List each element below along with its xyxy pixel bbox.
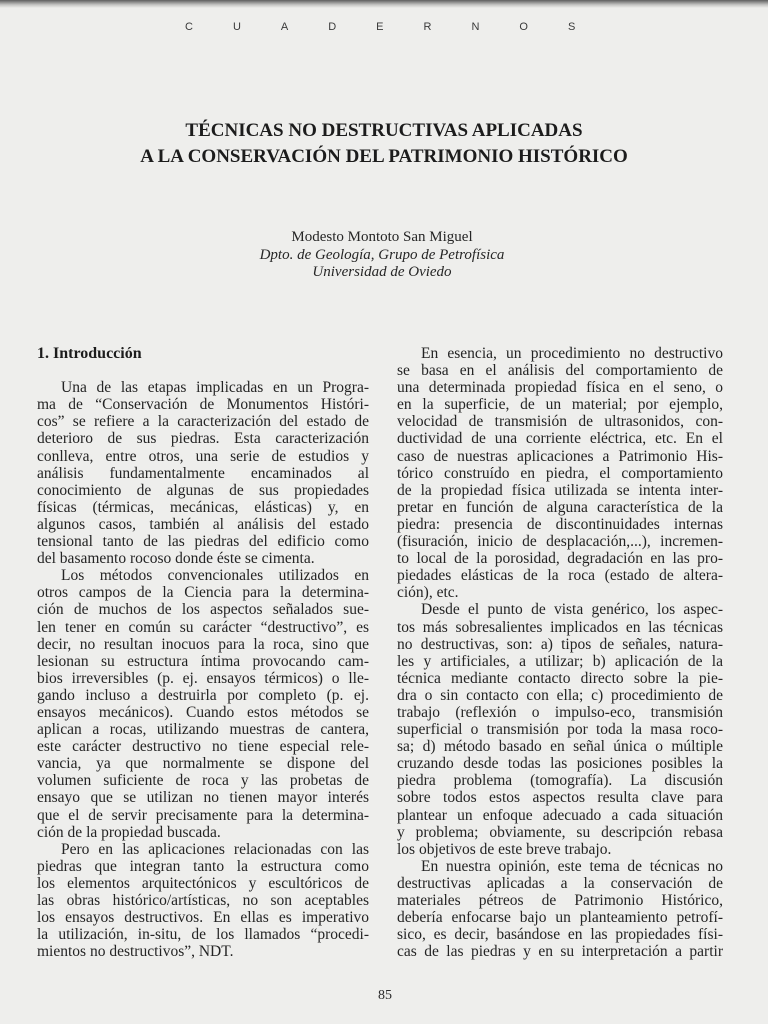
text-line: (fisuración, inicio de desplacación,...), incremen-: [397, 533, 723, 551]
text-line: plantear un enfoque adecuado a cada situación: [397, 806, 723, 824]
text-line: sobre todos estos aspectos resulta clave para: [397, 789, 723, 807]
text-line: les y artificiales, a utilizar; b) aplicación de la: [397, 652, 723, 670]
text-line: tensional tanto de las piedras del edificio como: [37, 533, 369, 551]
text-line: no destructivas, son: a) tipos de señales, natura-: [397, 635, 723, 653]
text-line: y problema; obviamente, su descripción rebasa: [397, 823, 723, 841]
text-line: mientos no destructivos”, NDT.: [37, 943, 234, 961]
text-line: físicas (térmicas, mecánicas, elásticas) y, en: [37, 498, 369, 516]
text-line: velocidad de transmisión de ultrasonidos, con-: [397, 413, 723, 431]
affiliation-line: Universidad de Oviedo: [312, 264, 452, 280]
right-column: [397, 345, 723, 960]
text-line: que el de servir precisamente para la determina-: [37, 806, 369, 824]
text-line: conlleva, entre otros, una serie de estudios y: [37, 447, 369, 465]
text-line: piedra: presencia de discontinuidades internas: [397, 515, 723, 533]
text-line: En nuestra opinión, este tema de técnicas no: [421, 857, 723, 875]
text-line: cas de las piedras y en su interpretación a partir: [397, 943, 723, 961]
text-line: análisis fundamentalmente encaminados al: [37, 464, 369, 482]
text-line: tos más sobresalientes implicados en las técnicas: [397, 618, 723, 636]
author-name: Modesto Montoto San Miguel: [291, 229, 473, 245]
paragraph: [37, 379, 369, 567]
text-line: cruzando desde todas las posiciones posibles la: [397, 755, 723, 773]
text-line: trabajo (reflexión o impulso-eco, transmisión: [397, 703, 723, 721]
text-line: deterioro de sus piedras. Esta caracterización: [37, 430, 369, 448]
text-line: de la propiedad física utilizada se intenta inter-: [397, 481, 723, 499]
text-line: sico, es decir, basándose en las propiedades físi-: [397, 926, 723, 944]
text-line: ción), etc.: [397, 584, 459, 602]
text-line: En esencia, un procedimiento no destructivo: [421, 345, 723, 362]
text-line: to local de la porosidad, degradación en las pro-: [397, 550, 723, 568]
text-line: cos” se refiere a la caracterización del estado de: [37, 413, 369, 431]
text-line: bios irreversibles (p. ej. ensayos térmicos) o lle-: [37, 669, 369, 687]
affiliation-line: Dpto. de Geología, Grupo de Petrofísica: [259, 246, 505, 263]
text-line: los objetivos de este breve trabajo.: [397, 840, 612, 858]
text-line: sa; d) método basado en señal única o múltiple: [397, 738, 723, 756]
article-title: [0, 118, 768, 170]
text-line: las obras histórico/artísticas, no son aceptables: [37, 892, 369, 909]
text-line: algunos casos, también al análisis del estado: [37, 515, 369, 533]
title-line: A LA CONSERVACIÓN DEL PATRIMONIO HISTÓRICO: [140, 146, 628, 167]
text-line: dra o sin contacto con ella; c) procedimiento de: [397, 686, 723, 704]
paragraph: [397, 601, 723, 857]
text-line: Los métodos convencionales utilizados en: [61, 567, 369, 585]
text-line: materiales pétreos de Patrimonio Histórico,: [397, 892, 723, 909]
text-line: la utilización, in-situ, de los llamados “procedi-: [37, 926, 369, 944]
text-line: destructivas aplicadas a la conservación de: [397, 874, 723, 892]
text-line: ción de muchos de los aspectos señalados sue-: [37, 601, 369, 619]
text-line: decir, no resultan inocuos para la roca, sino que: [37, 635, 369, 653]
section-heading: 1. Introducción: [37, 345, 142, 362]
scan-edge: [0, 0, 768, 8]
byline: [0, 229, 764, 282]
text-line: conocimiento de algunas de sus propiedades: [37, 481, 369, 499]
text-line: una determinada propiedad física en el seno, o: [397, 379, 723, 397]
text-line: ductividad de una corriente eléctrica, etc. En el: [397, 430, 723, 448]
text-line: Desde el punto de vista genérico, los aspec-: [421, 601, 723, 619]
text-line: los ensayos destructivos. En ellas es imperativo: [37, 909, 369, 927]
paragraph: [37, 567, 369, 841]
text-line: vancia, ya que normalmente se dispone del: [37, 755, 369, 773]
text-line: debería enfocarse bajo un planteamiento petrofí-: [397, 909, 723, 927]
text-line: tórico construído en piedra, el comportamiento: [397, 464, 723, 482]
text-line: los elementos arquitectónicos y escultóricos de: [37, 874, 369, 892]
text-line: ensayos mecánicos). Cuando estos métodos se: [37, 703, 369, 721]
text-line: del basamento rocoso donde éste se cimenta.: [37, 550, 315, 568]
text-line: ción de la propiedad buscada.: [37, 823, 221, 841]
left-column: [37, 345, 369, 960]
text-line: Una de las etapas implicadas en un Progra-: [61, 379, 369, 397]
text-line: piedras que integran tanto la estructura como: [37, 857, 369, 875]
page-number: 85: [378, 988, 392, 1003]
paragraph: [397, 345, 723, 601]
text-line: gando incluso a destruirla por completo (p. ej.: [37, 686, 369, 704]
text-line: otros campos de la Ciencia para la determina-: [37, 584, 369, 602]
paragraph: [397, 858, 723, 961]
text-line: piedra problema (tomografía). La discusión: [397, 772, 723, 790]
title-line: TÉCNICAS NO DESTRUCTIVAS APLICADAS: [185, 120, 583, 141]
text-line: se basa en el análisis del comportamiento de: [397, 362, 723, 380]
text-line: caso de nuestras aplicaciones a Patrimonio His-: [397, 447, 723, 465]
text-line: piedades elásticas de la roca (estado de altera-: [397, 567, 723, 585]
text-line: pretar en función de alguna característica de la: [397, 498, 723, 516]
text-line: aplican a rocas, utilizando muestras de cantera,: [37, 721, 369, 739]
running-head: CUADERNOS: [185, 21, 616, 33]
text-line: volumen suficiente de roca y las probetas de: [37, 772, 369, 790]
text-line: len tener en común su carácter “destructivo”, es: [37, 618, 369, 636]
paragraph: [37, 841, 369, 961]
text-line: en la superficie, de un material; por ejemplo,: [397, 396, 723, 414]
text-line: superficial o transmisión por toda la masa roco-: [397, 721, 723, 739]
text-line: ensayo que se utilizan no tienen mayor interés: [37, 789, 369, 807]
text-line: ma de “Conservación de Monumentos Históri-: [37, 396, 369, 414]
text-line: lesionan su estructura íntima provocando cam-: [37, 652, 369, 670]
text-line: este carácter destructivo no tiene especial rele-: [37, 738, 369, 756]
text-line: Pero en las aplicaciones relacionadas con las: [61, 840, 369, 858]
text-line: técnica mediante contacto directo sobre la pie-: [397, 669, 723, 687]
